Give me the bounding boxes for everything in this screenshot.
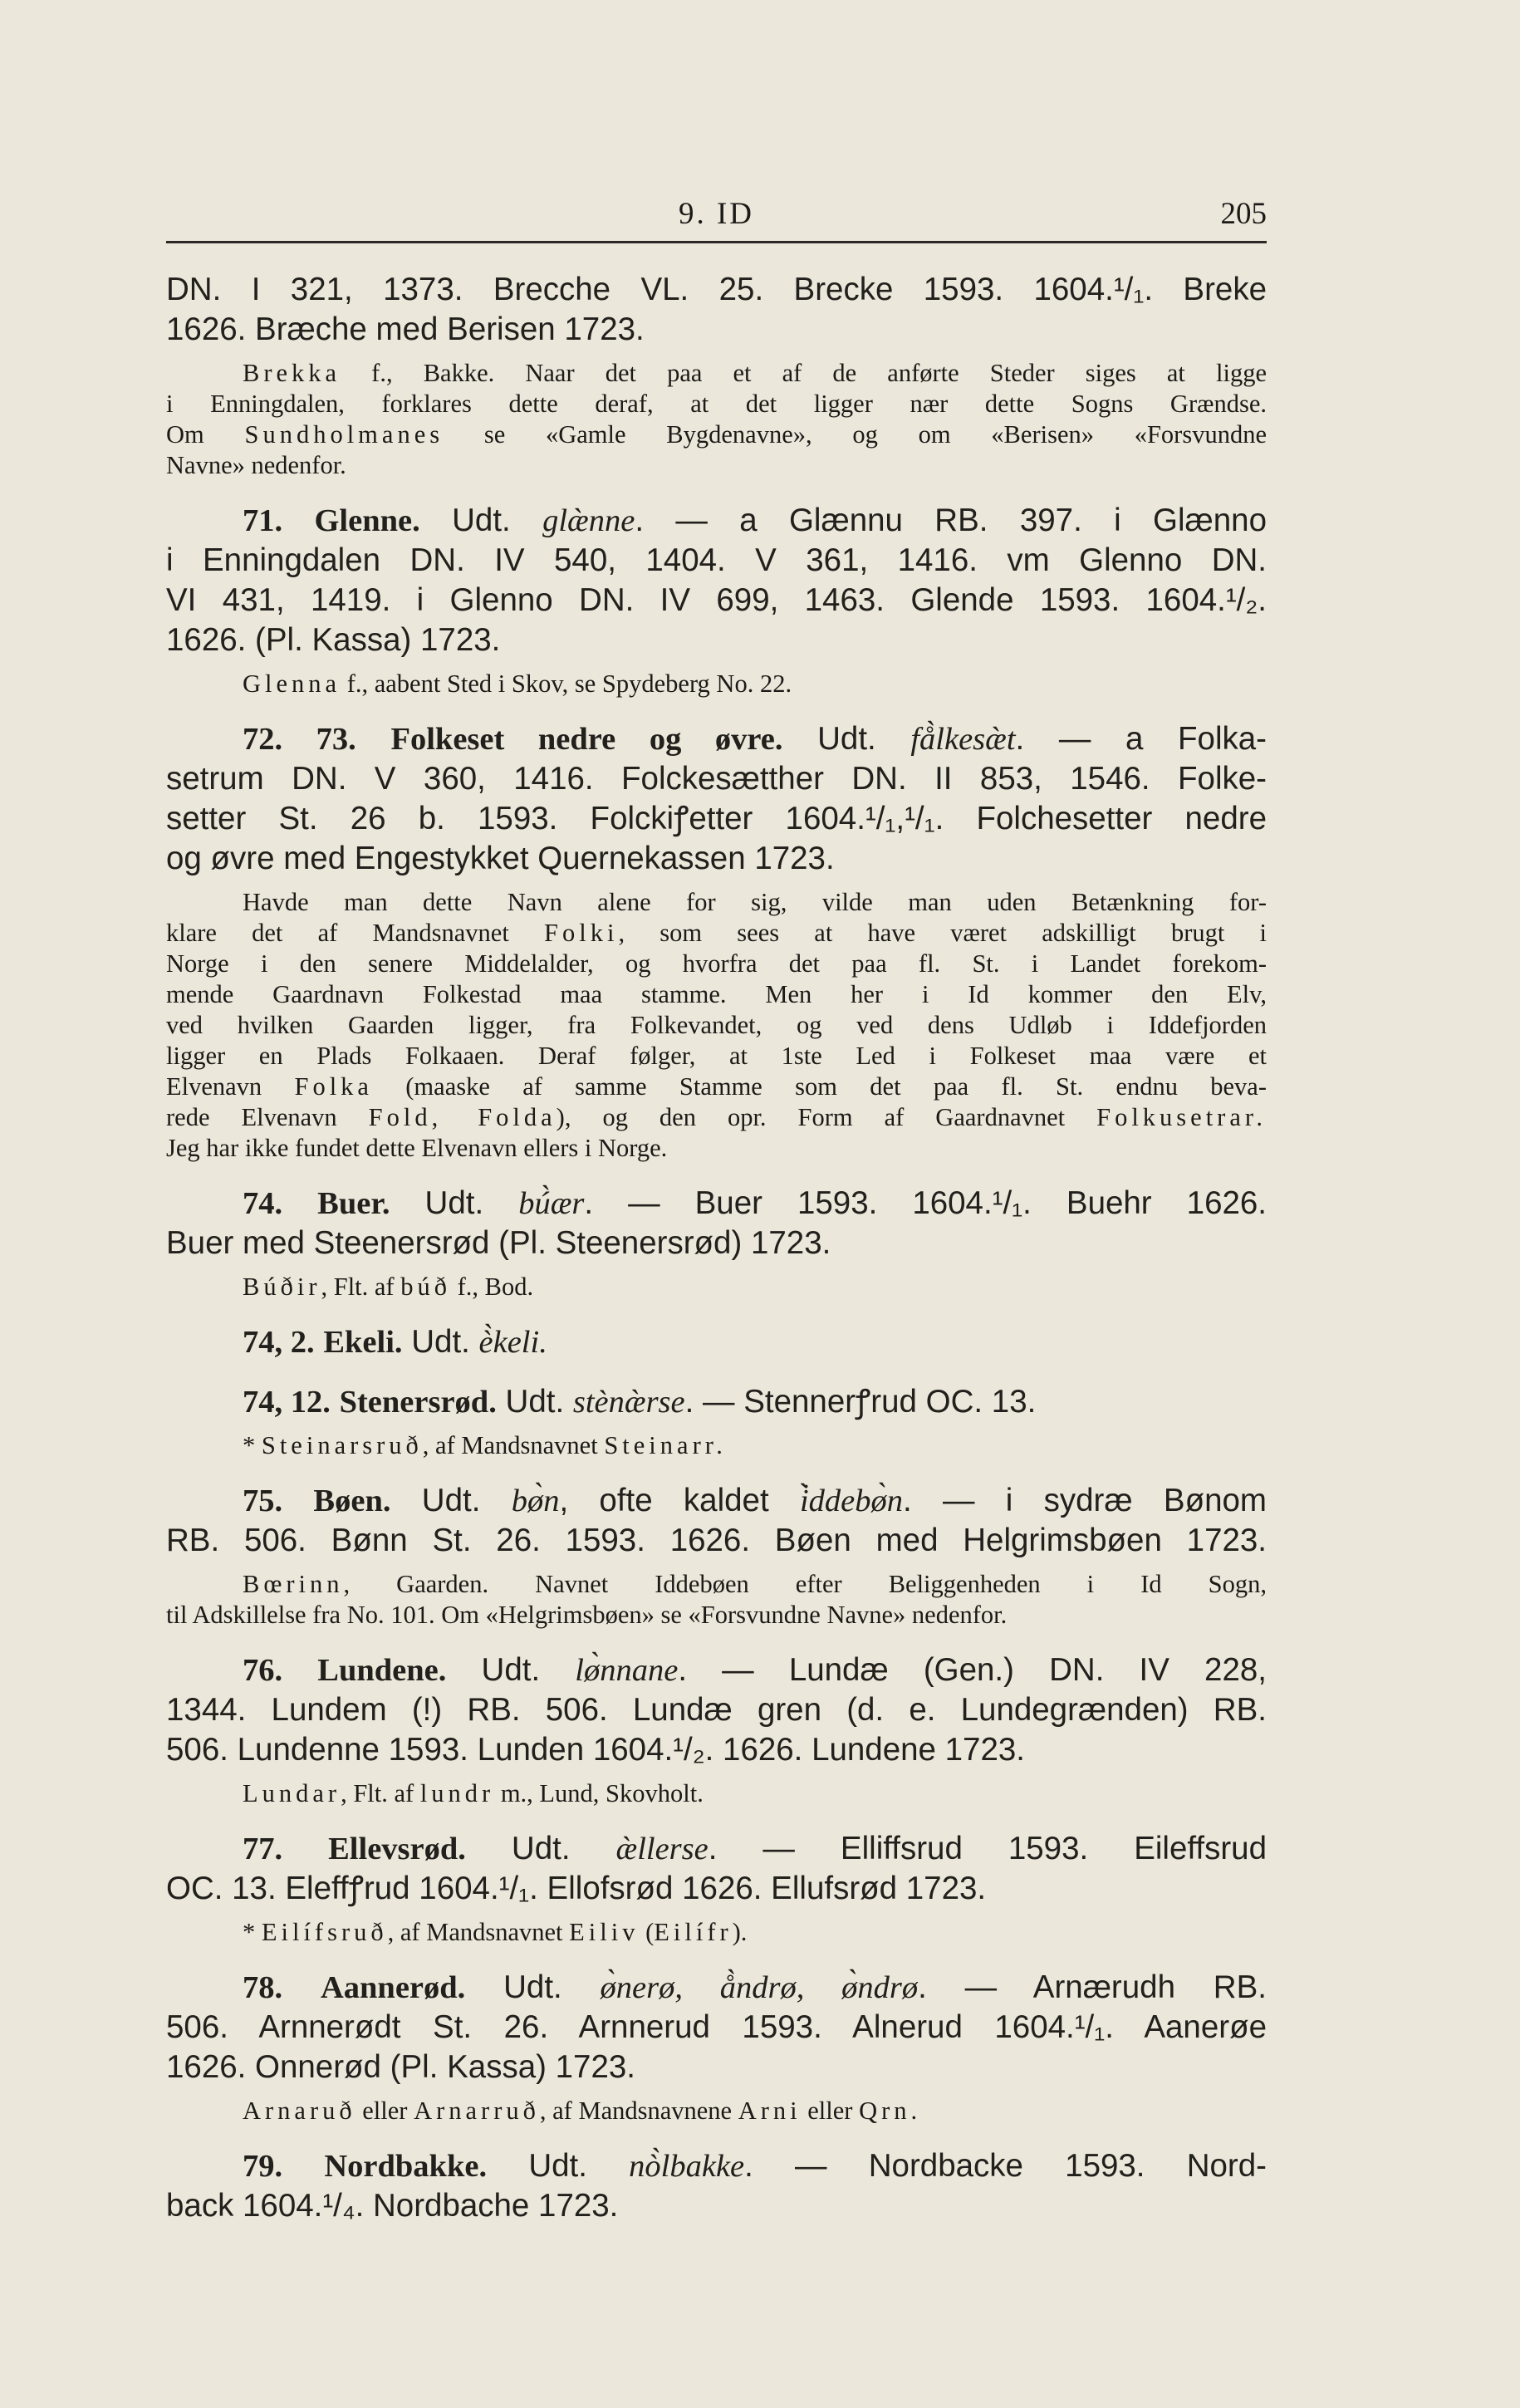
etymology-note <box>166 1569 1267 1631</box>
page-body <box>166 270 1267 2226</box>
entry-text-line: 1626. Onnerød (Pl. Kassa) 1723. <box>166 2049 635 2085</box>
entry-heading-line: 72. 73. Folkeset nedre og øvre. Udt. få̀lkesæ̀t. — a Folka- <box>243 721 1267 757</box>
entry-text-line: 506. Arnnerødt St. 26. Arnnerud 1593. Alnerud 1604.¹/₁. Aanerøe <box>166 2009 1267 2045</box>
note-line: ligger en Plads Folkaaen. Deraf følger, at 1ste Led i Folkeset maa være et <box>166 1042 1267 1070</box>
entry-78 <box>166 1968 1267 2126</box>
entry-text-line: setrum DN. V 360, 1416. Folckesætther DN. II 853, 1546. Folke- <box>166 761 1267 797</box>
farm-name: Lundene. <box>317 1653 447 1688</box>
entry-text-line: og øvre med Engestykket Quernekassen 1723. <box>166 841 835 876</box>
entry-72-73 <box>166 719 1267 1164</box>
note-line: Om Sundholmanes se «Gamle Bygdenavne», og om «Berisen» «Forsvundne <box>166 420 1267 449</box>
note-line: Bœrinn, Gaarden. Navnet Iddebøen efter Beliggenheden i Id Sogn, <box>243 1570 1267 1598</box>
note-line: mende Gaardnavn Folkestad maa stamme. Men her i Id kommer den Elv, <box>166 980 1267 1008</box>
entry-text-line: VI 431, 1419. i Glenno DN. IV 699, 1463. Glende 1593. 1604.¹/₂. <box>166 582 1267 618</box>
farm-name: Buer. <box>317 1186 390 1221</box>
note-line: Brekka f., Bakke. Naar det paa et af de anførte Steder siges at ligge <box>243 359 1267 387</box>
entry-text-line: i Enningdalen DN. IV 540, 1404. V 361, 1416. vm Glenno DN. <box>166 542 1267 578</box>
entry-heading-line: 74, 2. Ekeli. Udt. è̀keli. <box>243 1324 547 1360</box>
entry-heading-line: 71. Glenne. Udt. glæ̀nne. — a Glænnu RB. 397. i Glænno <box>243 503 1267 538</box>
entry-71 <box>166 501 1267 699</box>
note-line: Havde man dette Navn alene for sig, vilde man uden Betænkning for- <box>243 888 1267 916</box>
pronunciation: stènæ̀rse <box>572 1385 685 1420</box>
etymology-note: Arnaruð eller Arnarruð, af Mandsnavnene Arni eller Qrn. <box>243 2097 922 2125</box>
farm-name: Glenne. <box>314 503 420 538</box>
farm-name: Ellevsrød. <box>328 1832 466 1866</box>
note-line: Navne» nedenfor. <box>166 451 346 479</box>
entry-77 <box>166 1829 1267 1948</box>
pronunciation: bø̀n <box>511 1484 560 1518</box>
entry-heading-line: 77. Ellevsrød. Udt. æ̀llerse. — Elliffsrud 1593. Eileffsrud <box>243 1831 1267 1866</box>
entry-76 <box>166 1650 1267 1809</box>
entry-text-line: 1344. Lundem (!) RB. 506. Lundæ gren (d. e. Lundegrænden) RB. <box>166 1692 1267 1728</box>
etymology-note: * Steinarsruð, af Mandsnavnet Steinarr. <box>243 1431 727 1459</box>
etymology-note <box>166 358 1267 481</box>
farm-name: Folkeset nedre og øvre. <box>390 722 783 757</box>
entry-74 <box>166 1184 1267 1302</box>
etymology-note: * Eilífsruð, af Mandsnavnet Eiliv (Eilífr). <box>243 1918 748 1946</box>
entry-text-line: DN. I 321, 1373. Brecche VL. 25. Brecke 1593. 1604.¹/₁. Breke <box>166 272 1267 307</box>
pronunciation: bú̀ær <box>518 1186 585 1221</box>
note-line: Jeg har ikke fundet dette Elvenavn ellers i Norge. <box>166 1134 668 1162</box>
entry-74-12 <box>166 1382 1267 1461</box>
entry-heading-line: 74, 12. Stenersrød. Udt. stènæ̀rse. — Stennerꝭrud OC. 13. <box>243 1384 1037 1420</box>
note-line: i Enningdalen, forklares dette deraf, at det ligger nær dette Sogns Grændse. <box>166 390 1267 418</box>
pronunciation: ø̀nerø, å̀ndrø, ø̀ndrø <box>600 1970 919 2005</box>
note-line: Elvenavn Folka (maaske af samme Stamme som det paa fl. St. endnu beva- <box>166 1072 1267 1101</box>
pronunciation: æ̀llerse <box>615 1832 709 1866</box>
entry-text-line: 1626. Bræche med Berisen 1723. <box>166 311 645 347</box>
entry-text-line: OC. 13. Eleffꝭrud 1604.¹/₁. Ellofsrød 1626. Ellufsrød 1723. <box>166 1871 987 1906</box>
entry-70-continued <box>166 270 1267 481</box>
farm-name: Stenersrød. <box>339 1385 497 1420</box>
note-line: rede Elvenavn Fold, Folda), og den opr. Form af Gaardnavnet Folkusetrar. <box>166 1103 1267 1131</box>
entry-79 <box>166 2146 1267 2226</box>
etymology-note: Lundar, Flt. af lundr m., Lund, Skovholt. <box>243 1779 704 1807</box>
running-header <box>166 193 1267 243</box>
entry-text-line: Buer med Steenersrød (Pl. Steenersrød) 1723. <box>166 1225 831 1261</box>
farm-name: Aannerød. <box>320 1970 466 2005</box>
entry-heading-line: 74. Buer. Udt. bú̀ær. — Buer 1593. 1604.¹/₁. Buehr 1626. <box>243 1185 1267 1221</box>
page-number: 205 <box>1220 197 1267 231</box>
etymology-note: Búðir, Flt. af búð f., Bod. <box>243 1273 534 1301</box>
entry-text-line: back 1604.¹/₄. Nordbache 1723. <box>166 2188 619 2224</box>
entry-heading-line: 78. Aannerød. Udt. ø̀nerø, å̀ndrø, ø̀ndrø. — Arnærudh RB. <box>243 1969 1267 2005</box>
note-line: til Adskillelse fra No. 101. Om «Helgrimsbøen» se «Forsvundne Navne» nedenfor. <box>166 1601 1008 1629</box>
note-line: ved hvilken Gaarden ligger, fra Folkevandet, og ved dens Udløb i Iddefjorden <box>166 1011 1267 1039</box>
entry-heading-line: 76. Lundene. Udt. lø̀nnane. — Lundæ (Gen.) DN. IV 228, <box>243 1652 1267 1688</box>
pronunciation: è̀keli. <box>478 1325 547 1360</box>
pronunciation-alt: i̇̀ddebø̀n <box>799 1484 904 1518</box>
farm-name: Bøen. <box>313 1484 391 1518</box>
farm-name: Nordbakke. <box>324 2149 488 2184</box>
entry-75 <box>166 1481 1267 1631</box>
pronunciation: få̀lkesæ̀t <box>910 722 1016 757</box>
entry-text-line: 1626. (Pl. Kassa) 1723. <box>166 622 501 658</box>
entry-text-line: setter St. 26 b. 1593. Folckiꝭetter 1604.¹/₁,¹/₁. Folchesetter nedre <box>166 801 1267 836</box>
entry-text-line: RB. 506. Bønn St. 26. 1593. 1626. Bøen med Helgrimsbøen 1723. <box>166 1523 1267 1558</box>
section-title: 9. ID <box>678 197 755 231</box>
etymology-note <box>166 887 1267 1164</box>
note-line: Norge i den senere Middelalder, og hvorfra det paa fl. St. i Landet forekom- <box>166 949 1267 978</box>
entry-heading-line: 75. Bøen. Udt. bø̀n, ofte kaldet i̇̀ddebø̀n. — i sydræ Bønom <box>243 1483 1267 1518</box>
entry-heading-line: 79. Nordbakke. Udt. nò̀lbakke. — Nordbacke 1593. Nord- <box>243 2148 1267 2184</box>
etymology-note: Glenna f., aabent Sted i Skov, se Spydeberg No. 22. <box>243 669 792 698</box>
entry-text-line: 506. Lundenne 1593. Lunden 1604.¹/₂. 1626. Lundene 1723. <box>166 1732 1025 1768</box>
pronunciation: glæ̀nne <box>542 503 635 538</box>
pronunciation: nò̀lbakke <box>629 2149 745 2184</box>
entry-74-2 <box>166 1322 1267 1362</box>
farm-name: Ekeli. <box>323 1325 403 1360</box>
pronunciation: lø̀nnane <box>575 1653 679 1688</box>
note-line: klare det af Mandsnavnet Folki, som sees at have været adskilligt brugt i <box>166 919 1267 947</box>
